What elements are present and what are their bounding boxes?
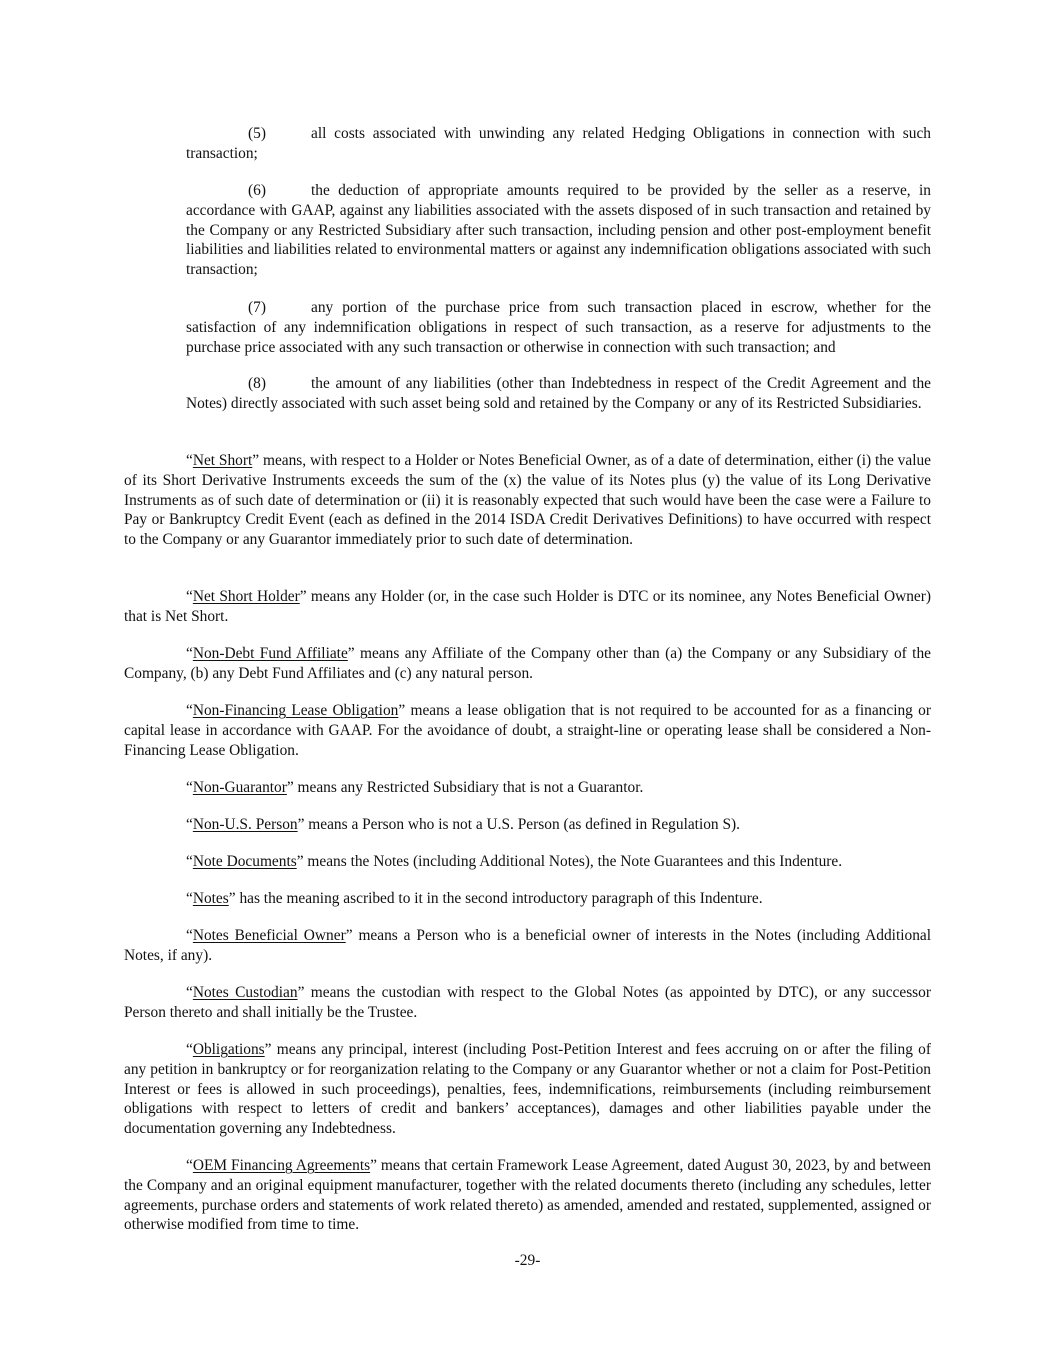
defined-term: Non-Financing Lease Obligation [192,702,399,719]
defined-term: Net Short Holder [192,588,300,605]
definition-notes-beneficial-owner: “Notes Beneficial Owner” means a Person who is a beneficial owner of interests in the Notes (including Additional Notes, if any). [124,927,931,964]
clause-text: all costs associated with unwinding any related Hedging Obligations in connection with such transaction; [186,125,931,162]
defined-term: Notes Custodian [192,984,298,1001]
definition-oem-financing-agreements: “OEM Financing Agreements” means that certain Framework Lease Agreement, dated August 30, 2023, by and between the Company and an original equipment manufacturer, together with the related documents thereto (including any schedules, letter agreements, purchase orders and statements of work related thereto) as amended, amended and restated, supplemented, assigned or otherwise modified from time to time. [124,1157,932,1234]
clause-number: (7) [248,299,266,316]
definition-obligations: “Obligations” means any principal, interest (including Post-Petition Interest and fees accruing on or after the filing of any petition in bankruptcy or for reorganization relating to the Company or any Guarantor whether or not a claim for Post-Petition Interest or fees is allowed in such proceedings), penalties, fees, indemnifications, reimbursements (including reimbursement obligations with respect to letters of credit and bankers’ acceptances), damages and other liabilities payable under the documentation governing any Indebtedness. [124,1041,931,1138]
definition-text: ” means the Notes (including Additional Notes), the Note Guarantees and this Indenture. [296,853,843,870]
clause-text: any portion of the purchase price from such transaction placed in escrow, whether for the satisfaction of any indemnification obligations in respect of such transaction, as a reserve for adjustments to the purchase price associated with any such transaction or otherwise in connection with such transaction; and [186,299,931,356]
definition-non-guarantor: “Non-Guarantor” means any Restricted Subsidiary that is not a Guarantor. [186,779,644,796]
clause-8 [186,374,931,414]
defined-term: Net Short [192,452,253,469]
definition-text: ” has the meaning ascribed to it in the second introductory paragraph of this Indenture. [228,890,763,907]
definition-text: ” means, with respect to a Holder or Notes Beneficial Owner, as of a date of determination, either (i) the value of its Short Derivative Instruments exceeds the sum of the (x) the value of its Notes plus (y) the value of its Long Derivative Instruments as of such date of determination or (ii) it is reasonably expected that such would have been the case were a Failure to Pay or Bankruptcy Credit Event (each as defined in the 2014 ISDA Credit Derivatives Definitions) to have occurred with respect to the Company or any Guarantor immediately prior to such date of determination. [124,452,931,549]
definition-text: ” means a lease obligation that is not required to be accounted for as a financing or capital lease in accordance with GAAP. For the avoidance of doubt, a straight-line or operating lease shall be considered a Non-Financing Lease Obligation. [124,702,931,759]
defined-term: Notes Beneficial Owner [192,927,346,944]
definition-text: ” means any Restricted Subsidiary that is not a Guarantor. [286,779,644,796]
definition-text: ” means a Person who is a beneficial owner of interests in the Notes (including Additional Notes, if any). [124,927,931,964]
definition-notes: “Notes” has the meaning ascribed to it in the second introductory paragraph of this Indenture. [186,890,763,907]
defined-term: Note Documents [192,853,297,870]
definition-notes-custodian: “Notes Custodian” means the custodian with respect to the Global Notes (as appointed by DTC), or any successor Person thereto and shall initially be the Trustee. [124,984,931,1021]
clause-text: the amount of any liabilities (other than Indebtedness in respect of the Credit Agreement and the Notes) directly associated with such asset being sold and retained by the Company or any of its Restricted Subsidiaries. [186,375,931,412]
clause-6 [186,181,931,280]
defined-term: Non-U.S. Person [192,816,298,833]
clause-7 [186,298,931,357]
clause-number: (6) [248,182,266,199]
definition-non-financing-lease-obligation: “Non-Financing Lease Obligation” means a lease obligation that is not required to be accounted for as a financing or capital lease in accordance with GAAP. For the avoidance of doubt, a straight-line or operating lease shall be considered a Non-Financing Lease Obligation. [124,702,931,759]
definition-text: ” means any principal, interest (including Post-Petition Interest and fees accruing on or after the filing of any petition in bankruptcy or for reorganization relating to the Company or any Guarantor whether or not a claim for Post-Petition Interest or fees is allowed in such proceedings), penalties, fees, indemnifications, reimbursements (including reimbursement obligations with respect to letters of credit and bankers’ acceptances), damages and other liabilities payable under the documentation governing any Indebtedness. [124,1041,931,1138]
page-number: -29- [514,1252,541,1269]
definition-text: ” means any Affiliate of the Company other than (a) the Company or any Subsidiary of the Company, (b) any Debt Fund Affiliates and (c) any natural person. [124,645,931,682]
clause-5 [186,124,931,164]
definition-net-short: “Net Short” means, with respect to a Holder or Notes Beneficial Owner, as of a date of determination, either (i) the value of its Short Derivative Instruments exceeds the sum of the (x) the value of its Notes plus (y) the value of its Long Derivative Instruments as of such date of determination or (ii) it is reasonably expected that such would have been the case were a Failure to Pay or Bankruptcy Credit Event (each as defined in the 2014 ISDA Credit Derivatives Definitions) to have occurred with respect to the Company or any Guarantor immediately prior to such date of determination. [124,452,931,549]
clause-number: (5) [248,125,266,142]
definition-net-short-holder: “Net Short Holder” means any Holder (or, in the case such Holder is DTC or its nominee, any Notes Beneficial Owner) that is Net Short. [124,588,931,625]
defined-term: Obligations [192,1041,265,1058]
clause-text: the deduction of appropriate amounts required to be provided by the seller as a reserve, in accordance with GAAP, against any liabilities associated with the assets disposed of in such transaction and retained by the Company or any Restricted Subsidiary after such transaction, including pension and other post-employment benefit liabilities and liabilities related to environmental matters or against any indemnification obligations associated with such transaction; [186,182,931,279]
clause-number: (8) [248,375,266,392]
definition-note-documents: “Note Documents” means the Notes (including Additional Notes), the Note Guarantees and this Indenture. [186,853,843,870]
defined-term: Non-Debt Fund Affiliate [192,645,348,662]
definition-text: ” means that certain Framework Lease Agreement, dated August 30, 2023, by and between the Company and an original equipment manufacturer, together with the related documents thereto (including any schedules, letter agreements, purchase orders and statements of work related thereto) as amended, amended and restated, supplemented, assigned or otherwise modified from time to time. [124,1157,932,1234]
definition-text: ” means the custodian with respect to the Global Notes (as appointed by DTC), or any successor Person thereto and shall initially be the Trustee. [124,984,931,1021]
definition-non-us-person: “Non-U.S. Person” means a Person who is not a U.S. Person (as defined in Regulation S). [186,816,741,833]
defined-term: Notes [192,890,229,907]
definition-text: ” means a Person who is not a U.S. Person (as defined in Regulation S). [297,816,741,833]
definition-text: ” means any Holder (or, in the case such Holder is DTC or its nominee, any Notes Beneficial Owner) that is Net Short. [124,588,931,625]
defined-term: OEM Financing Agreements [192,1157,371,1174]
definition-non-debt-fund-affiliate: “Non-Debt Fund Affiliate” means any Affiliate of the Company other than (a) the Company or any Subsidiary of the Company, (b) any Debt Fund Affiliates and (c) any natural person. [124,645,931,682]
defined-term: Non-Guarantor [192,779,287,796]
